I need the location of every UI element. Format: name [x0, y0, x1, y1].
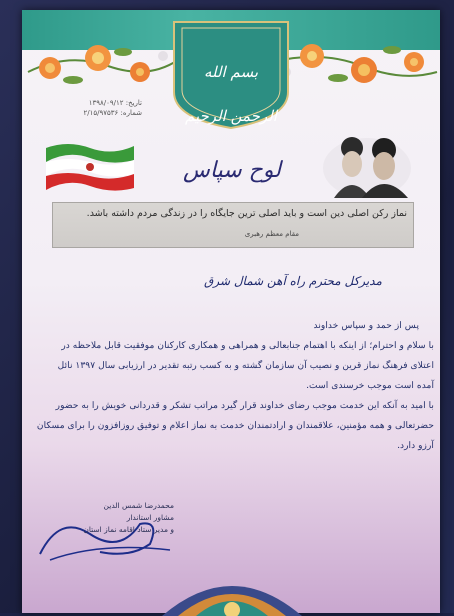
body-line: با سلام و احترام؛ از اینکه با اهتمام جنابعالی و همراهی و همکاری کارکنان موفقیت قابل ملاحظه در — [61, 340, 434, 351]
certificate-page — [22, 10, 440, 613]
body-line: با امید به آنکه این خدمت موجب رضای خداوند قرار گیرد مراتب تشکر و قدردانی خویش را به حضور — [55, 400, 434, 411]
body-line: پس از حمد و سپاس خداوند — [313, 320, 419, 331]
date-label: تاریخ: ۱۳۹۸/۰۹/۱۲ — [88, 99, 142, 107]
addressee-line: مدیرکل محترم راه آهن شمال شرق — [204, 274, 382, 288]
number-label: شماره: ۲/۱۵/۹۷۵۳۶ — [83, 109, 142, 117]
quote-source: مقام معظم رهبری — [244, 230, 299, 238]
letter-body — [34, 316, 434, 456]
signature-block — [34, 500, 174, 536]
bismillah-calligraphy: بسم الله الرحمن الرحیم — [185, 63, 277, 125]
floral-ornament-right — [272, 32, 437, 96]
body-line: آمده است موجب خرسندی است. — [306, 380, 434, 391]
body-line: اعتلای فرهنگ نماز قرین و نصیب آن سازمان گشته و به کسب رتبه تقدیر در ارزیابی سال ۱۳۹۷ نائل — [57, 360, 434, 371]
body-line: حضرتعالی و همه مؤمنین، علاقمندان و ارادتمندان خدمت به نماز اعلام و توفیق روزافزون را برای مسکان — [36, 420, 434, 431]
quote-box — [52, 202, 414, 248]
signer-role: مشاور استاندار — [126, 513, 174, 522]
portraits-image — [322, 128, 412, 198]
document-meta — [50, 98, 142, 118]
signer-role-2: و مدیر ستاد اقامه نماز استان — [83, 525, 174, 534]
iran-flag — [46, 138, 134, 194]
body-line: آرزو دارد. — [397, 440, 434, 451]
bottom-medallion-ornament — [162, 566, 302, 616]
floral-ornament-left — [28, 32, 178, 96]
signer-name: محمدرضا شمس الدین — [103, 501, 174, 510]
quote-text: نماز رکن اصلی دین است و باید اصلی ترین جایگاه را در زندگی مردم داشته باشد. — [86, 208, 407, 219]
certificate-title: لوح سپاس — [183, 158, 281, 183]
